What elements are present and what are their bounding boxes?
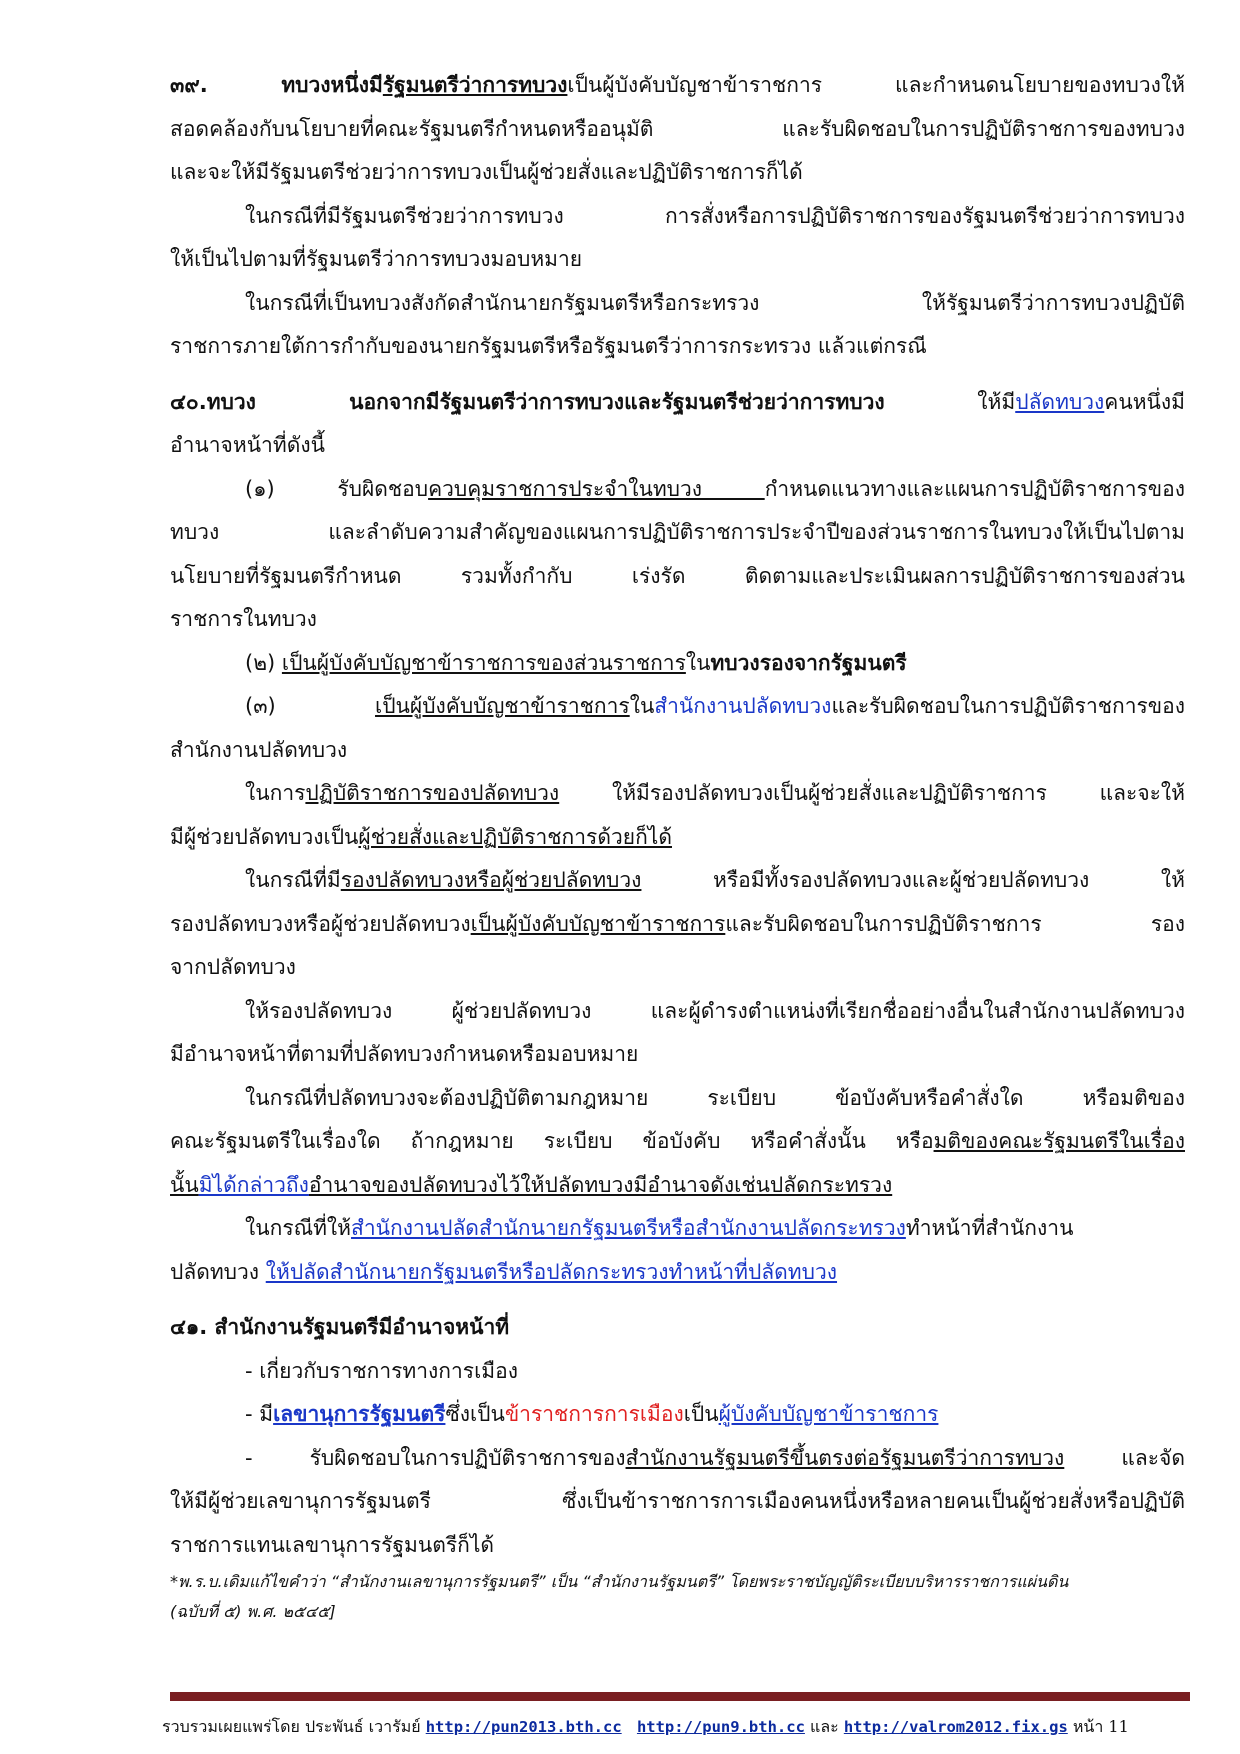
s39-para2-line-1: ในกรณีที่มีรัฐมนตรีช่วยว่าการทบวง การสั่งหรือการปฏิบัติราชการของรัฐมนตรีช่วยว่าการทบวง bbox=[245, 203, 1185, 228]
s39-number: ๓๙. ทบวงหนึ่งมี bbox=[170, 73, 383, 97]
s40-para1-line-2: มีผู้ช่วยปลัดทบวงเป็นผู้ช่วยสั่งและปฏิบัติราชการด้วยก็ได้ bbox=[170, 824, 672, 849]
s41-bullet-3-line-2: ให้มีผู้ช่วยเลขานุการรัฐมนตรี ซึ่งเป็นข้าราชการการเมืองคนหนึ่งหรือหลายคนเป็นผู้ช่วยสั่งหรือปฏิบัติ bbox=[170, 1489, 1185, 1513]
s39-line-2: สอดคล้องกับนโยบายที่คณะรัฐมนตรีกำหนดหรืออนุมัติ และรับผิดชอบในการปฏิบัติราชการของทบวง bbox=[170, 116, 1185, 141]
link-office-permanent-secretary[interactable]: สำนักงานปลัดทบวง bbox=[654, 694, 832, 718]
s40-para4-line-1: ในกรณีที่ปลัดทบวงจะต้องปฏิบัติตามกฎหมาย ระเบียบ ข้อบังคับหรือคำสั่งใด หรือมติของ bbox=[245, 1085, 1185, 1110]
s40-item3-line-2: สำนักงานปลัดทบวง bbox=[170, 737, 348, 762]
s41-heading: ๔๑. สำนักงานรัฐมนตรีมีอำนาจหน้าที่ bbox=[170, 1315, 510, 1339]
footer-link-2[interactable]: http://pun9.bth.cc bbox=[636, 1718, 805, 1736]
s40-item2: (๒) เป็นผู้บังคับบัญชาข้าราชการของส่วนราชการในทบวงรองจากรัฐมนตรี bbox=[245, 650, 907, 675]
amendment-note-line-2: (ฉบับที่ ๕) พ.ศ. ๒๕๔๕] bbox=[170, 1602, 336, 1621]
s40-para2-line-3: จากปลัดทบวง bbox=[170, 955, 296, 979]
s40-item1-line-4: ราชการในทบวง bbox=[170, 607, 317, 631]
s40-item1-line-1: (๑) รับผิดชอบควบคุมราชการประจำในทบวง กำหนดแนวทางและแผนการปฏิบัติราชการของ bbox=[245, 476, 1185, 501]
s40-para5-line-2: ปลัดทบวง ให้ปลัดสำนักนายกรัฐมนตรีหรือปลัดกระทรวงทำหน้าที่ปลัดทบวง bbox=[170, 1259, 838, 1284]
footer-link-1[interactable]: http://pun2013.bth.cc bbox=[425, 1718, 622, 1736]
s40-para4-line-3: นั้นมิได้กล่าวถึงอำนาจของปลัดทบวงไว้ให้ปลัดทบวงมีอำนาจดังเช่นปลัดกระทรวง bbox=[170, 1172, 893, 1197]
s40-para3-line-1: ให้รองปลัดทบวง ผู้ช่วยปลัดทบวง และผู้ดำรงตำแหน่งที่เรียกชื่ออย่างอื่นในสำนักงานปลัดทบวง bbox=[245, 998, 1185, 1023]
s40-para2-line-1: ในกรณีที่มีรองปลัดทบวงหรือผู้ช่วยปลัดทบวง หรือมีทั้งรองปลัดทบวงและผู้ช่วยปลัดทบวง ให้ bbox=[245, 868, 1185, 892]
s40-para3-line-2: มีอำนาจหน้าที่ตามที่ปลัดทบวงกำหนดหรือมอบหมาย bbox=[170, 1042, 639, 1066]
page-number: หน้า 11 bbox=[1067, 1717, 1129, 1736]
s40-para1-line-1: ในการปฏิบัติราชการของปลัดทบวง ให้มีรองปลัดทบวงเป็นผู้ช่วยสั่งและปฏิบัติราชการ และจะให้ bbox=[245, 781, 1185, 805]
s39-para3-line-1: ในกรณีที่เป็นทบวงสังกัดสำนักนายกรัฐมนตรีหรือกระทรวง ให้รัฐมนตรีว่าการทบวงปฏิบัติ bbox=[245, 290, 1185, 315]
s40-para4-line-2: คณะรัฐมนตรีในเรื่องใด ถ้ากฎหมาย ระเบียบ ข้อบังคับ หรือคำสั่งนั้น หรือมติของคณะรัฐมนตรีในเรื่อง bbox=[170, 1129, 1185, 1153]
s40-para2-line-2: รองปลัดทบวงหรือผู้ช่วยปลัดทบวงเป็นผู้บังคับบัญชาข้าราชการและรับผิดชอบในการปฏิบัติราชการ รอง bbox=[170, 911, 1185, 936]
political-official-term: ข้าราชการการเมือง bbox=[504, 1402, 684, 1426]
s40-heading-line-2: อำนาจหน้าที่ดังนี้ bbox=[170, 433, 325, 457]
s41-bullet-3-line-1: - รับผิดชอบในการปฏิบัติราชการของสำนักงานรัฐมนตรีขึ้นตรงต่อรัฐมนตรีว่าการทบวง และจัด bbox=[245, 1445, 1185, 1470]
s41-bullet-1: - เกี่ยวกับราชการทางการเมือง bbox=[245, 1358, 518, 1383]
page-footer: รวบรวมเผยแพร่โดย ประพันธ์ เวารัมย์ http://pun2013.bth.cc http://pun9.bth.cc และ http://valrom2012.fix.gs หน้า 11 bbox=[162, 1717, 1129, 1736]
footer-link-3[interactable]: http://valrom2012.fix.gs bbox=[843, 1718, 1068, 1736]
s39-line-3: และจะให้มีรัฐมนตรีช่วยว่าการทบวงเป็นผู้ช่วยสั่งและปฏิบัติราชการก็ได้ bbox=[170, 160, 803, 184]
link-commander-officials[interactable]: ผู้บังคับบัญชาข้าราชการ bbox=[718, 1402, 939, 1426]
s40-item3-line-1: (๓) เป็นผู้บังคับบัญชาข้าราชการในสำนักงานปลัดทบวงและรับผิดชอบในการปฏิบัติราชการของ bbox=[245, 694, 1185, 718]
s39-line-1: ๓๙. ทบวงหนึ่งมีรัฐมนตรีว่าการทบวงเป็นผู้บังคับบัญชาข้าราชการ และกำหนดนโยบายของทบวงให้ bbox=[170, 73, 1185, 97]
link-pm-permanent-secretary-duty[interactable]: ให้ปลัดสำนักนายกรัฐมนตรีหรือปลัดกระทรวงทำหน้าที่ปลัดทบวง bbox=[265, 1259, 838, 1284]
link-not-mentioned[interactable]: มิได้กล่าวถึง bbox=[198, 1172, 309, 1197]
footer-divider bbox=[170, 1692, 1190, 1701]
s39-minister-term: รัฐมนตรีว่าการทบวง bbox=[382, 73, 568, 97]
document-body bbox=[170, 64, 1185, 1627]
s39-para2-line-2: ให้เป็นไปตามที่รัฐมนตรีว่าการทบวงมอบหมาย bbox=[170, 247, 583, 271]
link-permanent-secretary[interactable]: ปลัดทบวง bbox=[1015, 389, 1105, 414]
s40-heading-line-1: ๔๐.ทบวง นอกจากมีรัฐมนตรีว่าการทบวงและรัฐมนตรีช่วยว่าการทบวง ให้มีปลัดทบวงคนหนึ่งมี bbox=[170, 389, 1185, 414]
s40-heading: ๔๐.ทบวง นอกจากมีรัฐมนตรีว่าการทบวงและรัฐมนตรีช่วยว่าการทบวง bbox=[170, 389, 885, 414]
link-minister-secretary[interactable]: เลขานุการรัฐมนตรี bbox=[273, 1402, 446, 1426]
link-office-pm-permanent-secretary[interactable]: สำนักงานปลัดสำนักนายกรัฐมนตรีหรือสำนักงานปลัดกระทรวง bbox=[351, 1216, 906, 1240]
footer-credit: รวบรวมเผยแพร่โดย ประพันธ์ เวารัมย์ bbox=[162, 1717, 426, 1736]
s41-bullet-3-line-3: ราชการแทนเลขานุการรัฐมนตรีก็ได้ bbox=[170, 1532, 495, 1557]
s41-bullet-2: - มีเลขานุการรัฐมนตรีซึ่งเป็นข้าราชการการเมืองเป็นผู้บังคับบัญชาข้าราชการ bbox=[245, 1402, 939, 1426]
amendment-note-line-1: *พ.ร.บ.เดิมแก้ไขคำว่า “สำนักงานเลขานุการรัฐมนตรี” เป็น “สำนักงานรัฐมนตรี” โดยพระราชบัญญัติระเบียบบริหารราชการแผ่นดิน bbox=[170, 1572, 1069, 1591]
s40-item1-line-3: นโยบายที่รัฐมนตรีกำหนด รวมทั้งกำกับ เร่งรัด ติดตามและประเมินผลการปฏิบัติราชการของส่วน bbox=[170, 563, 1185, 588]
s40-para5-line-1: ในกรณีที่ให้สำนักงานปลัดสำนักนายกรัฐมนตรีหรือสำนักงานปลัดกระทรวงทำหน้าที่สำนักงาน bbox=[245, 1216, 1074, 1240]
s40-item1-line-2: ทบวง และลำดับความสำคัญของแผนการปฏิบัติราชการประจำปีของส่วนราชการในทบวงให้เป็นไปตาม bbox=[170, 520, 1185, 544]
s39-para3-line-2: ราชการภายใต้การกำกับของนายกรัฐมนตรีหรือรัฐมนตรีว่าการกระทรวง แล้วแต่กรณี bbox=[170, 334, 927, 358]
